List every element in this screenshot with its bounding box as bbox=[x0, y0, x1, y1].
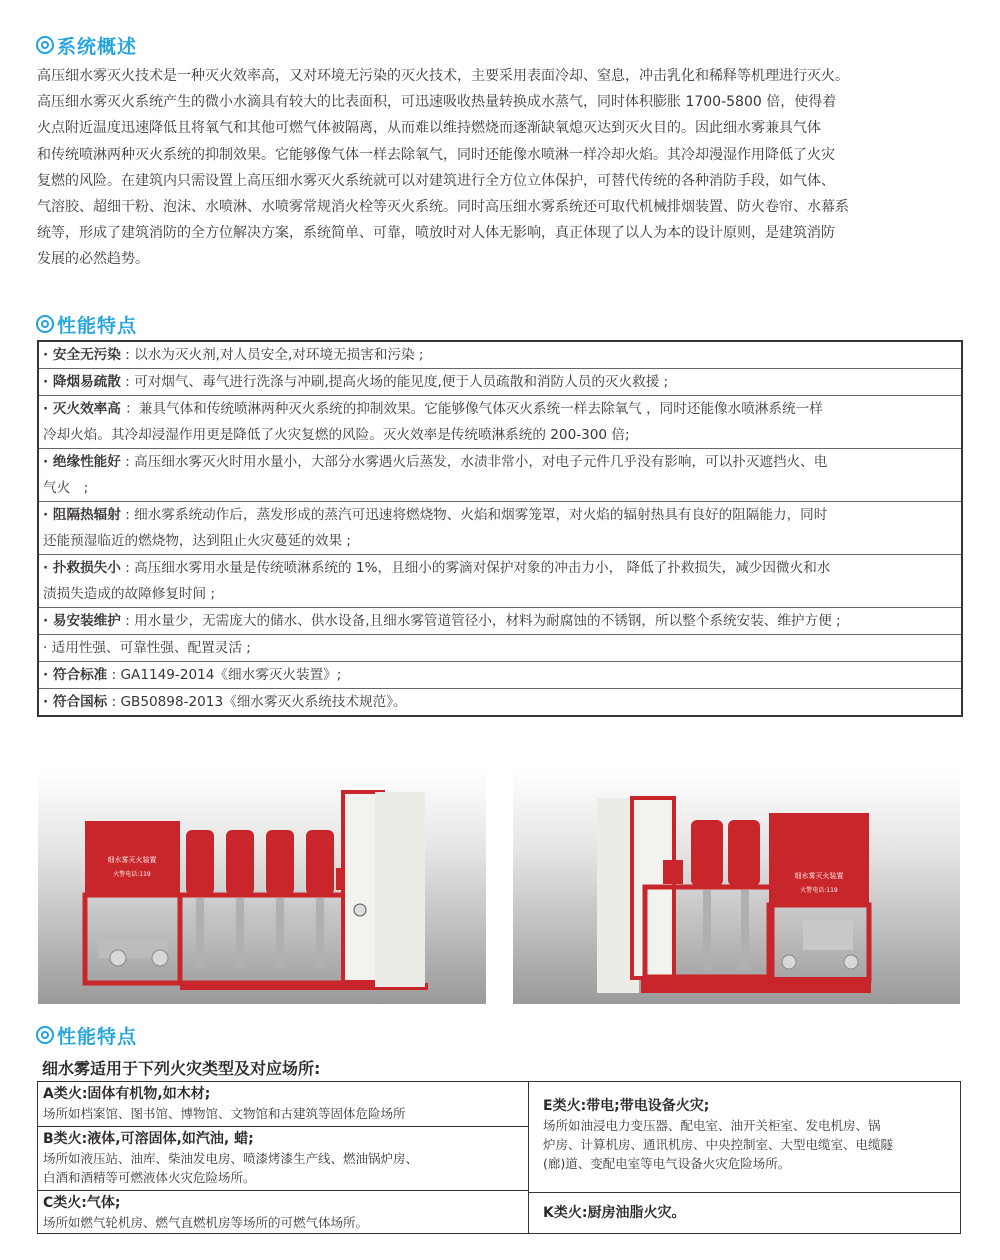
fire-type-c: C类火:气体; 场所如燃气轮机房、燃气直燃机房等场所的可燃气体场所。 bbox=[43, 1195, 369, 1230]
section-title-fire-types: 性能特点 bbox=[36, 1022, 137, 1049]
fire-pump-unit-illustration bbox=[38, 770, 486, 1004]
intro-line: 高压细水雾灭火技术是一种灭火效率高，又对环境无污染的灭火技术，主要采用表面冷却、窒息，冲击乳化和稀释等机理进行灭火。 bbox=[37, 68, 849, 84]
fire-type-a: A类火:固体有机物,如木材; 场所如档案馆、图书馆、博物馆、文物馆和古建筑等固体危险场所 bbox=[38, 1082, 528, 1127]
svg-text:细水雾灭火装置: 细水雾灭火装置 bbox=[107, 856, 157, 864]
fire-pump-unit-illustration bbox=[513, 770, 960, 1004]
svg-text:细水雾灭火装置: 细水雾灭火装置 bbox=[794, 872, 844, 880]
feature-row: · 阻隔热辐射 : 细水雾系统动作后，蒸发形成的蒸汽可迅速将燃烧物、火焰和烟雾笼罩，对火焰的辐射热具有良好的阻隔能力，同时 还能预湿临近的燃烧物，达到阻止火灾蔓延的效果 ; bbox=[39, 502, 961, 555]
features-table bbox=[37, 340, 963, 717]
feature-row: · 绝缘性能好 : 高压细水雾灭火时用水量小，大部分水雾遇火后蒸发，水渍非常小，对电子元件几乎没有影响，可以扑灭遮挡火、电 气火 ; bbox=[39, 449, 961, 502]
intro-line: 统等，形成了建筑消防的全方位解决方案，系统简单、可靠，喷放时对人体无影响，真正体现了以人为本的设计原则，是建筑消防 bbox=[37, 225, 835, 242]
section-title-overview: 系统概述 bbox=[36, 32, 137, 59]
feature-row: · 扑救损失小 : 高压细水雾用水量是传统喷淋系统的 1%，且细小的雾滴对保护对象的冲击力小， 降低了扑救损失，减少因微火和水 渍损失造成的故障修复时间 ; bbox=[39, 555, 961, 608]
feature-row: · 符合国标 : GB50898-2013《细水雾灭火系统技术规范》。 bbox=[43, 694, 407, 710]
double-circle-icon bbox=[36, 36, 54, 54]
product-photo-right bbox=[513, 770, 960, 1004]
intro-line: 复燃的风险。在建筑内只需设置上高压细水雾灭火系统就可以对建筑进行全方位立体保护，可替代传统的各种消防手段，如气体、 bbox=[37, 172, 835, 189]
double-circle-icon bbox=[36, 315, 54, 333]
fire-types-subtitle: 细水雾适用于下列火灾类型及对应场所: bbox=[42, 1059, 321, 1078]
double-circle-icon bbox=[36, 1026, 54, 1044]
intro-line: 高压细水雾灭火系统产生的微小水滴具有较大的比表面积，可迅速吸收热量转换成水蒸气，同时体积膨胀 1700-5800 倍，使得着 bbox=[37, 94, 837, 111]
intro-line: 发展的必然趋势。 bbox=[37, 251, 149, 268]
feature-row: · 易安装维护 : 用水量少，无需庞大的储水、供水设备,且细水雾管道管径小，材料为耐腐蚀的不锈钢，所以整个系统安装、维护方便 ; bbox=[39, 608, 961, 635]
fire-types-right-column bbox=[529, 1082, 960, 1233]
feature-row: · 降烟易疏散 : 可对烟气、毒气进行洗涤与冲刷,提高火场的能见度,便于人员疏散和消防人员的灭火救援 ; bbox=[39, 369, 961, 396]
fire-type-b: B类火:液体,可溶固体,如汽油, 蜡; 场所如液压站、油库、柴油发电房、喷漆烤漆生产线、燃油锅炉房、 白酒和酒精等可燃液体火灾危险场所。 bbox=[38, 1127, 528, 1191]
svg-text:火警电话:119: 火警电话:119 bbox=[113, 871, 151, 878]
fire-type-k: K类火:厨房油脂火灾。 bbox=[543, 1205, 686, 1221]
feature-row: · 适用性强、可靠性强、配置灵活 ; bbox=[39, 635, 961, 662]
fire-types-left-column bbox=[38, 1082, 529, 1233]
svg-text:火警电话:119: 火警电话:119 bbox=[800, 887, 838, 894]
intro-line: 气溶胶、超细干粉、泡沫、水喷淋、水喷雾常规消火栓等灭火系统。同时高压细水雾系统还可取代机械排烟装置、防火卷帘、水幕系 bbox=[37, 199, 849, 216]
feature-row: · 安全无污染 : 以水为灭火剂,对人员安全,对环境无损害和污染 ; bbox=[39, 342, 961, 369]
section-title-features: 性能特点 bbox=[36, 311, 137, 338]
intro-line: 火点附近温度迅速降低且将氧气和其他可燃气体被隔离，从而难以维持燃烧而逐渐缺氧熄灭达到灭火目的。因此细水雾兼具气体 bbox=[37, 120, 821, 137]
feature-row: · 灭火效率高 ：兼具气体和传统喷淋两种灭火系统的抑制效果。它能够像气体灭火系统一样去除氧气 ，同时还能像水喷淋系统一样 冷却火焰。其冷却浸湿作用更是降低了火灾复燃的风险。灭火效率是传统喷淋系统的 200-300 倍; bbox=[39, 396, 961, 449]
fire-type-e: E类火:带电;带电设备火灾; 场所如油浸电力变压器、配电室、油开关柜室、发电机房、锅 炉房、计算机房、通讯机房、中央控制室、大型电缆室、电缆隧 (廊)道、变配电室等电气设备火灾危险场所。 bbox=[529, 1082, 960, 1193]
feature-row: · 符合标准 : GA1149-2014《细水雾灭火装置》; bbox=[39, 662, 961, 689]
product-photo-left bbox=[38, 770, 486, 1004]
overview-paragraph bbox=[37, 63, 967, 273]
intro-line: 和传统喷淋两种灭火系统的抑制效果。它能够像气体一样去除氧气，同时还能像水喷淋一样冷却火焰。其冷却漫湿作用降低了火灾 bbox=[37, 146, 835, 163]
fire-types-table bbox=[37, 1081, 961, 1234]
